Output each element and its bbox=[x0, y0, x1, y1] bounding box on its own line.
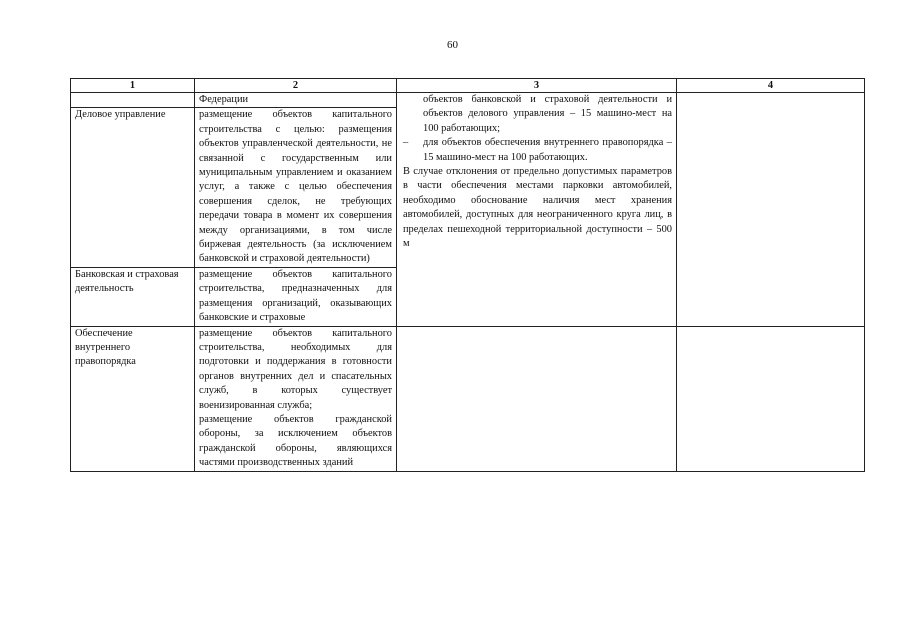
bullet-dash: – bbox=[403, 137, 409, 149]
table-header-row bbox=[71, 79, 865, 93]
row-desc-business-management: размещение объектов капитального строительства с целью: размещения объектов управленческой деятельности, не связанной с государственным или муниципальным управлением и оказанием услуг, а также с целью обеспечения совершения сделок, не требующих передачи товара в момент их совершения между организациями, в том числе биржевая деятельность (за исключением банковской и страховой деятельности) bbox=[195, 108, 397, 267]
cell-parking-requirements bbox=[397, 93, 677, 327]
cell-continuation-text: Федерации bbox=[195, 93, 397, 108]
header-col-4: 4 bbox=[677, 79, 865, 93]
row-name-internal-order: Обеспечение внутреннего правопорядка bbox=[71, 326, 195, 471]
parking-continued-text: объектов банковской и страховой деятельности и объектов делового управления – 15 машино-мест на 100 работающих; bbox=[423, 94, 672, 134]
cell-filler-col-4 bbox=[677, 326, 865, 471]
cell-column-4 bbox=[677, 93, 865, 327]
header-col-1: 1 bbox=[71, 79, 195, 93]
header-col-2: 2 bbox=[195, 79, 397, 93]
regulation-table bbox=[70, 78, 865, 472]
page-number: 60 bbox=[447, 39, 458, 51]
parking-bullet-text: для объектов обеспечения внутреннего правопорядка – 15 машино-мест на 100 работающих. bbox=[423, 137, 672, 163]
internal-order-part-2: размещение объектов гражданской обороны, за исключением объектов гражданской обороны, являющихся частями производственных зданий bbox=[199, 413, 392, 469]
header-col-3: 3 bbox=[397, 79, 677, 93]
row-desc-banking-insurance: размещение объектов капитального строительства, предназначенных для размещения организаций, оказывающих банковские и страховые bbox=[195, 267, 397, 326]
internal-order-part-1: размещение объектов капитального строительства, необходимых для подготовки и поддержания в готовности органов внутренних дел и спасательных служб, в которых существует военизированная служба; bbox=[199, 327, 392, 411]
row-name-banking-insurance: Банковская и страховая деятельность bbox=[71, 267, 195, 326]
row-desc-internal-order bbox=[195, 326, 397, 471]
cell-continuation-empty bbox=[71, 93, 195, 108]
table-row-continuation bbox=[71, 93, 865, 108]
parking-deviation-paragraph: В случае отклонения от предельно допустимых параметров в части обеспечения местами парковки автомобилей, необходимо обоснование наличия мест хранения автомобилей, доступных для неограниченного круга лиц, в пределах пешеходной территориальной доступности – 500 м bbox=[403, 166, 672, 250]
cell-filler-col-3 bbox=[397, 326, 677, 471]
row-name-business-management: Деловое управление bbox=[71, 108, 195, 267]
